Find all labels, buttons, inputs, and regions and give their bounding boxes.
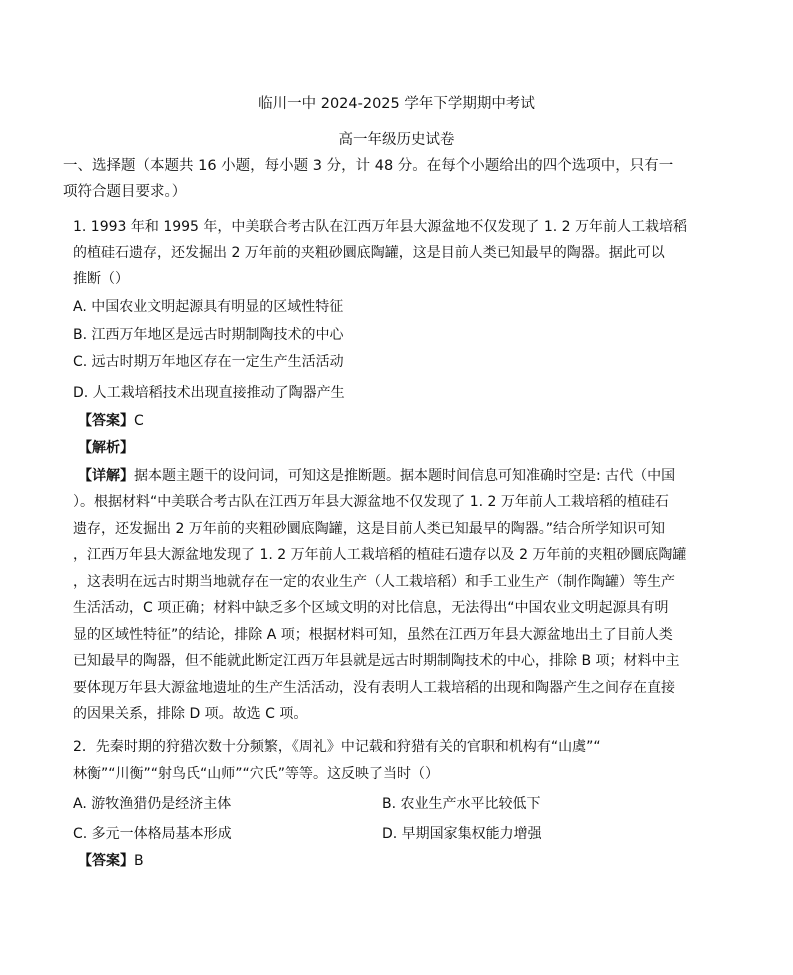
q1-stem-line-1: 1. 1993 年和 1995 年，中美联合考古队在江西万年县大源盆地不仅发现了 1. 2 万年前人工栽培稻 — [73, 219, 688, 235]
q1-option-b: B. 江西万年地区是远古时期制陶技术的中心 — [73, 327, 344, 343]
q1-detail-line-10: 的因果关系，排除 D 项。故选 C 项。 — [73, 706, 308, 722]
exam-subtitle: 高一年级历史试卷 — [338, 132, 455, 148]
q2-answer — [78, 851, 718, 871]
q2-option-a: A. 游牧渔猎仍是经济主体 — [73, 796, 232, 812]
q1-detail-line-4: ，江西万年县大源盆地发现了 1. 2 万年前人工栽培稻的植硅石遗存以及 2 万年前的夹粗砂圜底陶罐 — [73, 547, 687, 563]
q1-stem-line-2: 的植硅石遗存，还发掘出 2 万年前的夹粗砂圜底陶罐，这是目前人类已知最早的陶器。据此可以 — [73, 245, 665, 261]
answer-value: B — [134, 853, 144, 869]
q1-answer — [78, 411, 718, 431]
detail-label: 【详解】 — [78, 468, 134, 484]
q1-option-d: D. 人工栽培稻技术出现直接推动了陶器产生 — [73, 385, 345, 401]
q1-detail-line-3: 遗存，还发掘出 2 万年前的夹粗砂圜底陶罐，这是目前人类已知最早的陶器。”结合所学知识可知 — [73, 521, 666, 537]
q1-detail-line-7: 显的区域性特征”的结论，排除 A 项；根据材料可知，虽然在江西万年县大源盆地出土了目前人类 — [73, 627, 673, 643]
answer-value: C — [134, 413, 144, 429]
q1-detail-line-2: ）。根据材料“中美联合考古队在江西万年县大源盆地不仅发现了 1. 2 万年前人工栽培稻的植硅石 — [73, 494, 669, 510]
q2-stem-line-1: 2．先秦时期的狩猎次数十分频繁，《周礼》中记载和狩猎有关的官职和机构有“山虞”“ — [73, 739, 601, 755]
q2-option-c: C. 多元一体格局基本形成 — [73, 826, 232, 842]
q1-detail-line-5: ，这表明在远古时期当地就存在一定的农业生产（人工栽培稻）和手工业生产（制作陶罐）等生产 — [73, 574, 675, 590]
q1-detail-line-8: 已知最早的陶器，但不能就此断定江西万年县就是远古时期制陶技术的中心，排除 B 项；材料中主 — [73, 653, 680, 669]
q1-option-c: C. 远古时期万年地区存在一定生产生活活动 — [73, 354, 344, 370]
section-instructions-line-2: 项符合题目要求。） — [63, 184, 187, 200]
q1-analysis-label: 【解析】 — [78, 440, 134, 456]
q1-stem-line-3: 推断（） — [73, 271, 129, 287]
q1-detail-line-1 — [78, 466, 718, 486]
q1-option-a: A. 中国农业文明起源具有明显的区域性特征 — [73, 299, 344, 315]
answer-label: 【答案】 — [78, 853, 134, 869]
exam-title: 临川一中 2024-2025 学年下学期期中考试 — [258, 96, 535, 112]
section-instructions-line-1: 一、选择题（本题共 16 小题，每小题 3 分，计 48 分。在每个小题给出的四个选项中，只有一 — [63, 158, 674, 174]
q2-option-b: B. 农业生产水平比较低下 — [382, 796, 541, 812]
q2-stem-line-2: 林衡”“川衡”“射鸟氏“山师”“穴氏”等等。这反映了当时（） — [73, 766, 440, 782]
answer-label: 【答案】 — [78, 413, 134, 429]
q1-detail-line-6: 生活活动，C 项正确；材料中缺乏多个区域文明的对比信息，无法得出“中国农业文明起源具有明 — [73, 600, 669, 616]
q1-detail-line-9: 要体现万年县大源盆地遗址的生产生活活动，没有表明人工栽培稻的出现和陶器产生之间存在直接 — [73, 680, 675, 696]
q2-option-d: D. 早期国家集权能力增强 — [382, 826, 542, 842]
detail-text: 据本题主题干的设问词，可知这是推断题。据本题时间信息可知准确时空是: 古代（中国 — [134, 468, 676, 484]
